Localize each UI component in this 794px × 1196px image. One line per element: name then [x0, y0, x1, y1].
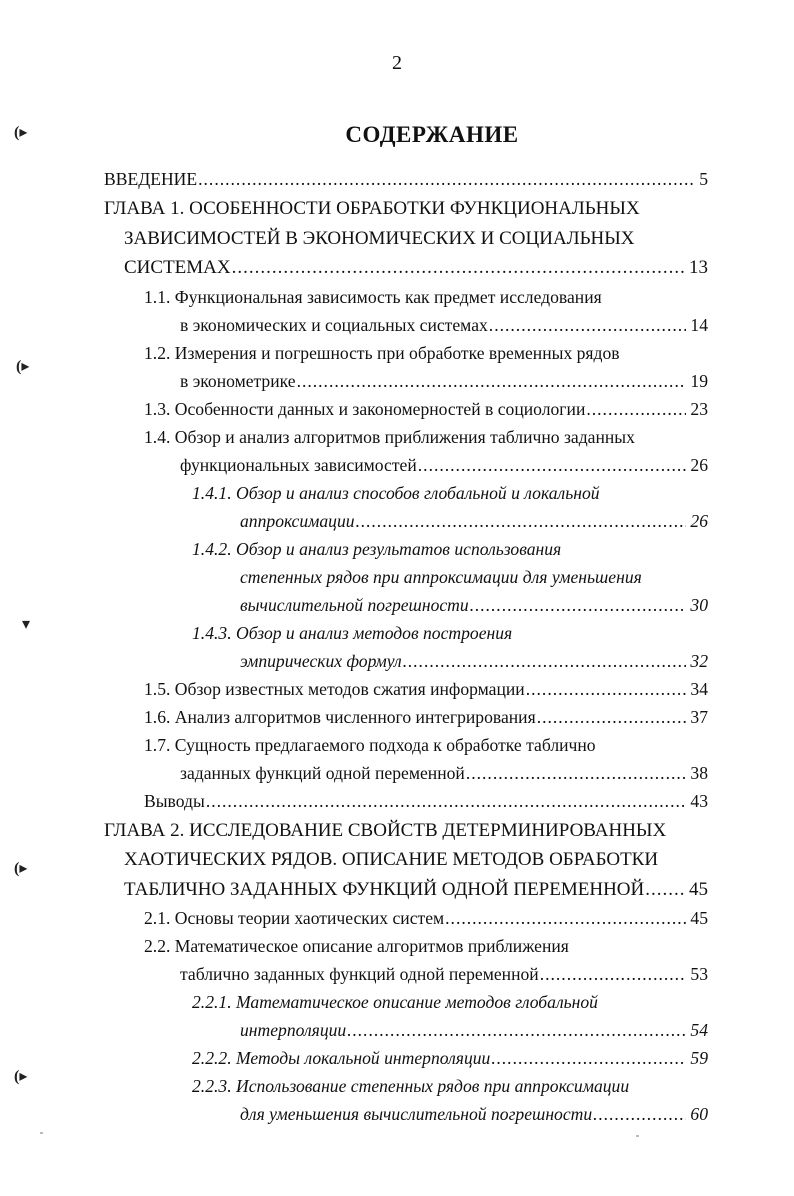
toc-entry: [0, 904, 794, 932]
toc-entry-text: эмпирических формул: [240, 650, 402, 671]
toc-entry-text: 1.2. Измерения и погрешность при обработке временных рядов: [144, 342, 620, 363]
toc-entry-text: 2.2.3. Использование степенных рядов при аппроксимации: [192, 1076, 630, 1096]
dot-leader: [198, 165, 695, 193]
toc-entry-text: в эконометрике: [180, 370, 296, 391]
dot-leader: [466, 759, 687, 787]
page-number: 2: [392, 52, 402, 74]
dot-leader: [540, 960, 687, 988]
toc-entry: [0, 165, 794, 193]
toc-entry-text: степенных рядов при аппроксимации для уменьшения: [240, 566, 642, 587]
toc-page-number: 45: [690, 908, 708, 928]
toc-entry-text: 1.5. Обзор известных методов сжатия информации: [144, 678, 525, 699]
toc-page-number: 30: [690, 594, 708, 615]
toc-entry-text: функциональных зависимостей: [180, 454, 417, 475]
toc-page-number: 59: [690, 1048, 708, 1068]
toc-entry-text: 1.1. Функциональная зависимость как предмет исследования: [144, 286, 602, 307]
dot-leader: [347, 1016, 686, 1044]
scan-speck: [40, 1132, 43, 1134]
toc-entry-text: 2.2.2. Методы локальной интерполяции: [192, 1048, 491, 1068]
toc-page-number: 38: [690, 762, 708, 783]
toc-entry-text: в экономических и социальных системах: [180, 314, 488, 335]
dot-leader: [489, 311, 687, 339]
dot-leader: [593, 1100, 686, 1128]
toc-page-number: 60: [690, 1104, 708, 1124]
toc-entry-text: вычислительной погрешности: [240, 594, 469, 615]
toc-entry-text: ГЛАВА 1. ОСОБЕННОСТИ ОБРАБОТКИ ФУНКЦИОНАЛЬНЫХ: [104, 198, 640, 219]
toc-page-number: 26: [690, 454, 708, 475]
toc-entry-text: 2.2. Математическое описание алгоритмов приближения: [144, 936, 569, 956]
toc-entry: [0, 619, 794, 675]
scan-speck: [636, 1135, 639, 1137]
dot-leader: [645, 875, 685, 905]
toc-entry-text: 2.2.1. Математическое описание методов глобальной: [192, 992, 598, 1012]
dot-leader: [470, 591, 687, 619]
toc-page-number: 13: [689, 257, 708, 278]
toc-page-number: 53: [690, 964, 708, 984]
toc-entry-text: 1.4. Обзор и анализ алгоритмов приближения таблично заданных: [144, 426, 635, 447]
toc-entry-text: 2.1. Основы теории хаотических систем: [144, 908, 445, 928]
toc-entry-text: ВВЕДЕНИЕ: [104, 169, 198, 189]
toc-entry: [0, 395, 794, 423]
dot-leader: [418, 451, 687, 479]
dot-leader: [206, 787, 687, 815]
dot-leader: [403, 647, 687, 675]
toc-entry-text: 1.7. Сущность предлагаемого подхода к обработке таблично: [144, 734, 596, 755]
toc-entry-text: интерполяции: [240, 1020, 347, 1040]
toc-page-number: 37: [690, 706, 708, 727]
dot-leader: [526, 675, 687, 703]
dot-leader: [586, 395, 686, 423]
toc-entry-text: Выводы: [144, 790, 205, 811]
page-title: СОДЕРЖАНИЕ: [345, 122, 519, 147]
toc-entry: [0, 194, 794, 283]
toc-entry: [0, 283, 794, 339]
toc-entry-text: 1.6. Анализ алгоритмов численного интегрирования: [144, 706, 536, 727]
toc-entry: [0, 535, 794, 619]
toc-page-number: 43: [690, 790, 708, 811]
toc-entry-text: заданных функций одной переменной: [180, 762, 465, 783]
toc-entry-text: таблично заданных функций одной переменной: [180, 964, 539, 984]
dot-leader: [297, 367, 687, 395]
margin-mark: (▸: [14, 124, 28, 141]
toc-page-number: 32: [690, 650, 708, 671]
toc-entry: [0, 423, 794, 479]
dot-leader: [232, 253, 685, 283]
toc-entry: [0, 816, 794, 905]
toc-entry: [0, 787, 794, 815]
toc-entry-text: ХАОТИЧЕСКИХ РЯДОВ. ОПИСАНИЕ МЕТОДОВ ОБРАБОТКИ: [124, 849, 659, 870]
toc-page-number: 54: [690, 1020, 708, 1040]
margin-mark: (▸: [14, 860, 28, 877]
toc-page-number: 5: [699, 169, 708, 189]
toc-entry: [0, 675, 794, 703]
toc-entry-text: 1.4.3. Обзор и анализ методов построения: [192, 622, 513, 643]
toc-entry: [0, 988, 794, 1044]
toc-entry: [0, 1044, 794, 1072]
toc-page-number: 45: [689, 878, 708, 900]
toc-entry-text: СИСТЕМАХ: [124, 257, 231, 278]
dot-leader: [537, 703, 687, 731]
dot-leader: [356, 507, 687, 535]
toc-entry-text: 1.4.1. Обзор и анализ способов глобальной и локальной: [192, 482, 600, 503]
toc-page-number: 23: [690, 398, 708, 419]
toc-entry: [0, 479, 794, 535]
toc-entry-text: для уменьшения вычислительной погрешности: [240, 1104, 593, 1124]
dot-leader: [491, 1044, 686, 1072]
table-of-contents: [0, 165, 794, 1128]
toc-entry-text: 1.4.2. Обзор и анализ результатов использования: [192, 538, 562, 559]
dot-leader: [445, 904, 686, 932]
toc-entry-text: аппроксимации: [240, 510, 355, 531]
toc-entry: [0, 932, 794, 988]
toc-page-number: 14: [690, 314, 708, 335]
toc-entry: [0, 703, 794, 731]
margin-mark: (▸: [14, 1068, 28, 1085]
toc-entry-text: ЗАВИСИМОСТЕЙ В ЭКОНОМИЧЕСКИХ И СОЦИАЛЬНЫХ: [124, 227, 635, 249]
margin-mark: ▾: [22, 616, 31, 633]
toc-entry: [0, 731, 794, 787]
toc-entry: [0, 1072, 794, 1128]
toc-entry-text: ТАБЛИЧНО ЗАДАННЫХ ФУНКЦИЙ ОДНОЙ ПЕРЕМЕННОЙ: [124, 878, 645, 900]
toc-entry-text: ГЛАВА 2. ИССЛЕДОВАНИЕ СВОЙСТВ ДЕТЕРМИНИРОВАННЫХ: [104, 819, 667, 841]
margin-mark: (▸: [16, 358, 30, 375]
toc-page-number: 34: [690, 678, 708, 699]
toc-page-number: 26: [690, 510, 708, 531]
toc-page-number: 19: [690, 370, 708, 391]
toc-entry: [0, 339, 794, 395]
toc-entry-text: 1.3. Особенности данных и закономерностей в социологии: [144, 398, 586, 419]
